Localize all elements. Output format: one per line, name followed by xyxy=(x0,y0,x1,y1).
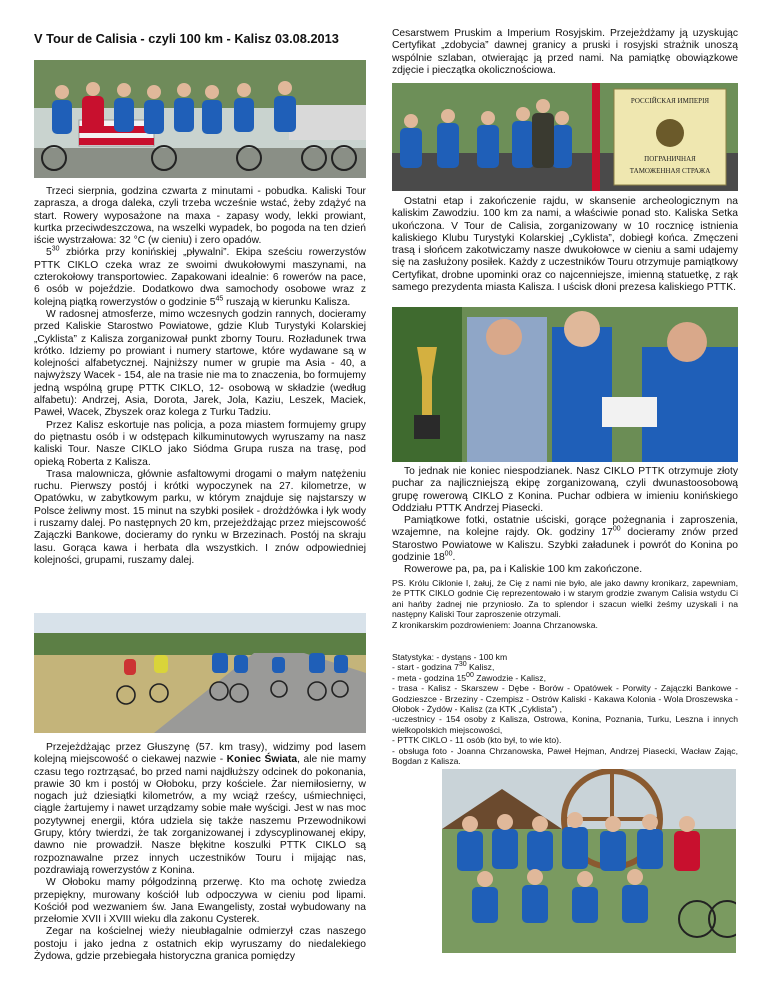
paragraph-trophy: To jednak nie koniec niespodzianek. Nasz CIKLO PTTK otrzymuje złoty puchar za najliczniejszą ekipę zorganizowaną, czyli dwunastoosobową grupę rowerową CIKLO z Konina. Puchar odbiera w imieniu konińskiego Oddziału PTTK Andrzej Piasecki. xyxy=(392,466,738,514)
stats-ciklo: - PTTK CIKLO - 11 osób (kto był, to wie kto). xyxy=(392,735,562,746)
final-group-photo xyxy=(442,769,736,953)
cyclists-on-road-photo xyxy=(34,613,366,733)
paragraph-olobok: W Ołoboku mamy półgodzinną przerwę. Kto ma ochotę zwiedza przepiękny, murowany kościół lub odpoczywa w cieniu pod lipami. Kościół pod wezwaniem św. Jana Ewangelisty, został wybudowany na przełomie XVII i XVIII wieku dla zakonu Cysterek. xyxy=(34,877,366,926)
paragraph-gathering: $5^{30}$ zbiórka przy konińskiej „pływalni”. Ekipa sześciu rowerzystów PTTK CIKLO czeka wraz ze swoimi dwukołowymi maszynami, na czterokołowy transportowiec. Zapakowani idealnie: 6 rowerów na pace, 6 osób w pojeździe. Dodatkowo dwa samochody osobowe wraz z kolejną piątką rowerzystów o godzinie $5^{45}$ ruszają w kierunku Kalisza. xyxy=(34,246,366,308)
stats-photo-credits: - obsługa foto - Joanna Chrzanowska, Paweł Hejman, Andrzej Piasecki, Wacław Zając, Bogdan z Kalisza. xyxy=(392,745,738,767)
stats-start: - start - godzina $7^{30}$ Kalisz, xyxy=(392,661,495,673)
paragraph-border: Cesarstwem Pruskim a Imperium Rosyjskim. Przejeżdżamy ją uzyskując Certyfikat „zdobycia” dawnej granicy a pruski i rosyjski strażnik unoszą wspólnie szlaban, otwierając ją przed nami. Na pamiątkę obowiązkowe zdjęcie i pieczątka okolicznościowa. xyxy=(392,28,738,76)
group-photo-with-flag xyxy=(34,60,366,178)
paragraph-police-escort: Przez Kalisz eskortuje nas policja, a poza miastem formujemy grupy do piętnastu osób i w odstępach kilkuminutowych wyruszamy na nasz kaliski Tour. Nasze CIKLO jako Siódma Grupa rusza na trasę, pod opieką Roberta z Kalisza. xyxy=(34,419,366,468)
sign-line-2: ПОГРАНИЧНАЯ xyxy=(644,155,696,163)
postscript-text: PS. Królu Ciklonie I, żałuj, że Cię z nami nie było, ale jako dawny kronikarz, zapewniam, że PTTK CIKLO godnie Cię reprezentowało i w starym grodzie zwanym Calisia wstydu Ci ani hańby żadnej nie przyniosło. Za to splendor i szacun wielki żeśmy uzyskali i na następny Kaliski Tour zaproszenie otrzymali. xyxy=(392,578,738,620)
paragraph-finish: Ostatni etap i zakończenie rajdu, w skansenie archeologicznym na kaliskim Zawodziu. 100 km za nami, a właściwie ponad sto. Kaliska Setka ukończona. V Tour de Calisia, zorganizowany w 10 rocznicę istnienia kaliskiego Klubu Turystyki Kolarskiej „Cyklista”, dobiegł końca. Zmęczeni trasą i słońcem zakotwiczamy nasze dwukołowce w cieniu a sami udajemy się na zasłużony posiłek. Każdy z uczestników Touru otrzymuje pamiątkowy Certyfikat, drobne upominki oraz co najcenniejsze, imienną statuetkę, z rąk samego prezydenta miasta Kalisza. I uścisk dłoni prezesa kaliskiego PTTK. xyxy=(392,196,738,294)
article-title: V Tour de Calisia - czyli 100 km - Kalisz 03.08.2013 xyxy=(34,31,339,46)
border-sign-photo xyxy=(392,83,738,191)
right-text-block-2 xyxy=(392,196,738,294)
paragraph-gluszyna: Przejeżdżając przez Głuszynę (57. km trasy), widzimy pod lasem kolejną miejscowość o ciekawej nazwie - Koniec Świata, ale nie mamy czasu tego roztrząsać, bo przed nami najdłuższy odcinek do pokonania, prawie 30 km i postój w Ołoboku, przy kościele. Żar niemiłosierny, w nogach już dziesiątki kilometrów, a my wciąż rześcy, uśmiechnięci, ciągle żartujemy i nawet urządzamy sobie małe wyścigi. Jest w nas moc pozytywnej energii, która udziela się także naszemu Przewodnikowi Grupy, który twierdzi, że tak zorganizowanej i zdyscyplinowanej ekipy, dawno nie prowadził. Nasze błękitne koszulki PTTK CIKLO są rozpoznawalne przez innych uczestników Touru i mijając nas, pozdrawiają rowerzystów z Konina. xyxy=(34,742,366,876)
paragraph-route: Trasa malownicza, głównie asfaltowymi drogami o małym natężeniu ruchu. Pierwszy postój i krótki wypoczynek na 27. kilometrze, w Opatówku, w zabytkowym parku, w którym znajduje się najstarszy w Polsce żeliwny most. 15 minut na szybki posiłek - drożdżówka i łyk wody i ruszamy dalej. Po następnych 20 km, przejeżdżając przez miejscowość Zajączki Bankowe, docieramy do rynku w Brzezinach. Postój na skraju lasu. Gorąca kawa i herbata dla wszystkich. I znów odpowiedniej kolejności, grupami, ruszamy dalej. xyxy=(34,468,366,566)
paragraph-start-point: W radosnej atmosferze, mimo wczesnych godzin rannych, docieramy przed Kaliskie Starostwo Powiatowe, gdzie Klub Turystyki Kolarskiej „Cyklista” z Kalisza zorganizował punkt zborny Touru. Rozładunek trwa krótko. Idziemy po prowiant i numery startowe, które wydawane są w kolejności alfabetycznej. Najniższy numer w grupie ma Asia - 40, a najwyższy Wacek - 154, ale na trasie nie ma to znaczenia, bo formujemy jedną wspólną grupę PTTK CIKLO, 12- osobową w składzie (według alfabetu): Andrzej, Asia, Dorota, Jarek, Jola, Kaziu, Leszek, Maciek, Paweł, Wacek, Zbyszek oraz kolega z Turku Tadziu. xyxy=(34,308,366,419)
statistics-block xyxy=(392,652,738,766)
paragraph-wakeup: Trzeci sierpnia, godzina czwarta z minutami - pobudka. Kaliski Tour zaprasza, a droga daleka, czyli trzeba wcześnie wstać, żeby zdążyć na start. Rowery wyposażone na maxa - zapasy wody, lekki prowiant, kurtka przeciwdeszczowa, na wszelki wypadek, bo pogoda na ten dzień iście wystrzałowa: 32 °C (w cieniu) i zero opadów. xyxy=(34,186,366,247)
left-text-block-1 xyxy=(34,186,366,567)
left-text-block-2 xyxy=(34,742,366,963)
place-name-koniec-swiata: Koniec Świata xyxy=(226,754,298,766)
stats-meta: - meta - godzina $15^{00}$ Zawodzie - Kalisz, xyxy=(392,671,546,683)
sign-line-3: ТАМОЖЕННАЯ СТРАЖА xyxy=(629,167,711,175)
right-text-block-3 xyxy=(392,466,738,577)
stats-route: - trasa - Kalisz - Skarszew - Dębe - Borów - Opatówek - Porwity - Zajączki Bankowe - Godzieszce - Brzeziny - Czempisz - Ostrów Kaliski - Kakawa Kolonia - Wola Droszewska - Ołobok - Żydów - Kalisz (za KTK „Cyklista”) , xyxy=(392,683,738,715)
paragraph-farewell: Pamiątkowe fotki, ostatnie uściski, gorące pożegnania i zaproszenia, wzajemne, na kolejne rajdy. Ok. godziny $17^{00}$ docieramy znów przed Starostwo Powiatowe w Kaliszu. Szybki załadunek i powrót do Konina po godzinie $18^{00}$. xyxy=(392,515,739,564)
trophy-award-photo xyxy=(392,307,738,462)
paragraph-clock: Zegar na kościelnej wieży nieubłagalnie odmierzył czas naszego postoju i jako jedna z ostatnich ekip wyruszamy do niedalekiego Żydowa, gdzie przebiegała historyczna granica pomiędzy xyxy=(34,926,366,963)
postscript-block xyxy=(392,578,738,630)
right-text-block-1 xyxy=(392,28,738,77)
paragraph-end: Rowerowe pa, pa, pa i Kaliskie 100 km zakończone. xyxy=(404,564,643,576)
sign-line-1: РОССІЙСКАЯ ИМПЕРІЯ xyxy=(630,97,710,105)
postscript-signature: Z kronikarskim pozdrowieniem: Joanna Chrzanowska. xyxy=(392,619,598,630)
stats-title: Statystyka: - dystans - 100 km xyxy=(392,652,508,662)
stats-participants: -uczestnicy - 154 osoby z Kalisza, Ostrowa, Konina, Poznania, Turku, Leszna i innych wielkopolskich miejscowości, xyxy=(392,714,738,735)
